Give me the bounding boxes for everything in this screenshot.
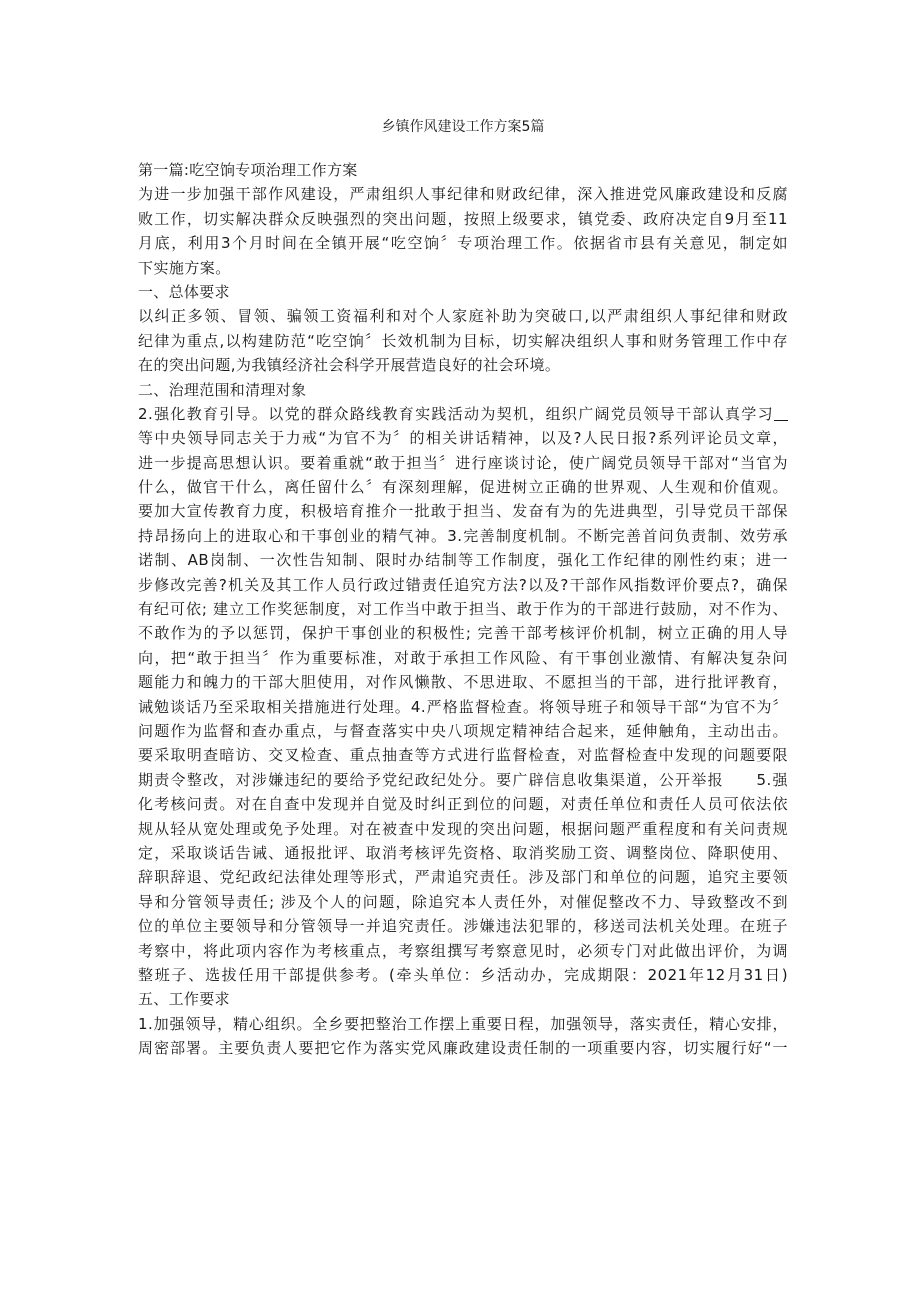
paragraph-line [138,865,788,889]
line-text: 期责令整改，对涉嫌违纪的要给予党纪政纪处分。要广辟信息收集渠道，公开举报 5.强 [138,770,788,789]
paragraph-line [138,621,788,645]
line-text: 辞职辞退、党纪政纪法律处理等形式，严肃追究责任。涉及部门和单位的问题，追究主要领 [138,868,788,887]
paragraph-line [138,475,788,499]
line-text: 要加大宣传教育力度，积极培育推介一批敢于担当、发奋有为的先进典型，引导党员干部保 [138,502,788,521]
paragraph-line [138,841,788,865]
line-text: 持昂扬向上的进取心和干事创业的精气神。3.完善制度机制。不断完善首问负责制、效劳承 [138,526,788,545]
line-text: 考察中，将此项内容作为考核重点，考察组撰写考察意见时，必须专门对此做出评价，为调 [138,941,788,960]
paragraph-line [138,548,788,572]
paragraph-line [138,207,788,231]
paragraph-line [138,402,788,426]
paragraph-line [138,597,788,621]
paragraph-line [138,231,788,255]
blank-underline [774,406,788,421]
paragraph-line [138,182,788,206]
paragraph-line [138,939,788,963]
paragraph-line [138,353,788,377]
paragraph-line [138,1012,788,1036]
paragraph-line [138,963,788,987]
line-text: 步修改完善?机关及其工作人员行政过错责任追究方法?以及?干部作风指数评价要点?，确保 [138,575,788,594]
line-text: 规从轻从宽处理或免予处理。对在被查中发现的突出问题，根据问题严重程度和有关问责规 [138,819,788,838]
paragraph-line [138,890,788,914]
paragraph-line [138,304,788,328]
line-text: 下实施方案。 [138,258,231,277]
line-text: 位的单位主要领导和分管领导一并追究责任。涉嫌违法犯罪的，移送司法机关处理。在班子 [138,917,788,936]
line-text: 1.加强领导，精心组织。全乡要把整治工作摆上重要日程，加强领导，落实责任，精心安排， [138,1014,788,1033]
line-text: 周密部署。主要负责人要把它作为落实党风廉政建设责任制的一项重要内容，切实履行好“一 [138,1039,788,1058]
line-text: 二、治理范围和清理对象 [138,380,307,399]
section-heading [138,987,788,1011]
section-heading [138,158,788,182]
line-text: 为进一步加强干部作风建设，严肃组织人事纪律和财政纪律，深入推进党风廉政建设和反腐 [138,185,788,204]
paragraph-line [138,646,788,670]
line-text: 以纠正多领、冒领、骗领工资福利和对个人家庭补助为突破口,以严肃组织人事纪律和财政 [138,307,788,326]
line-text: 不敢作为的予以惩罚，保护干事创业的积极性; 完善干部考核评价机制，树立正确的用人导 [138,624,788,643]
paragraph-line [138,426,788,450]
line-text: 向，把“敢于担当〞作为重要标准，对敢于承担工作风险、有干事创业激情、有解决复杂问 [138,648,788,667]
line-text: 纪律为重点,以构建防范“吃空饷〞长效机制为目标，切实解决组织人事和财务管理工作中存 [138,331,788,350]
line-text: 月底，利用3个月时间在全镇开展“吃空饷〞专项治理工作。依据省市县有关意见，制定如 [138,234,788,253]
line-text: 2.强化教育引导。以党的群众路线教育实践活动为契机，组织广阔党员领导干部认真学习 [138,404,774,423]
document-body [138,158,788,1060]
line-text: 整班子、选拔任用干部提供参考。(牵头单位：乡活动办，完成期限：2021年12月31日) [138,965,788,984]
line-text: 等中央领导同志关于力戒“为官不为〞的相关讲话精神，以及?人民日报?系列评论员文章， [138,429,788,448]
paragraph-line [138,670,788,694]
section-heading [138,280,788,304]
line-text: 在的突出问题,为我镇经济社会科学开展营造良好的社会环境。 [138,356,561,375]
line-text: 第一篇:吃空饷专项治理工作方案 [138,161,358,179]
line-text: 题能力和魄力的干部大胆使用，对作风懒散、不思进取、不愿担当的干部，进行批评教育， [138,673,788,692]
line-text: 五、工作要求 [138,990,230,1009]
paragraph-line [138,817,788,841]
line-text: 进一步提高思想认识。要着重就“敢于担当〞进行座谈讨论，使广阔党员领导干部对“当官为 [138,453,788,472]
paragraph-line [138,792,788,816]
line-text: 诺制、AB岗制、一次性告知制、限时办结制等工作制度，强化工作纪律的刚性约束；进一 [138,551,788,570]
paragraph-line [138,695,788,719]
paragraph-line [138,329,788,353]
line-text: 有纪可依; 建立工作奖惩制度，对工作当中敢于担当、敢于作为的干部进行鼓励，对不作为、 [138,600,788,619]
line-text: 问题作为监督和查办重点，与督查落实中央八项规定精神结合起来，延伸触角，主动出击。 [138,721,788,740]
line-text: 诫勉谈话乃至采取相关措施进行处理。4.严格监督检查。将领导班子和领导干部“为官不为〞 [138,697,788,716]
paragraph-line [138,451,788,475]
paragraph-line [138,499,788,523]
line-text: 化考核问责。对在自查中发现并自觉及时纠正到位的问题，对责任单位和责任人员可依法依 [138,795,788,814]
paragraph-line [138,719,788,743]
paragraph-line [138,256,788,280]
paragraph-line [138,524,788,548]
line-text: 一、总体要求 [138,282,230,301]
paragraph-line [138,1036,788,1060]
line-text: 导和分管领导责任; 涉及个人的问题，除追究本人责任外，对催促整改不力、导致整改不到 [138,892,788,911]
line-text: 什么，做官干什么，离任留什么〞有深刻理解，促进树立正确的世界观、人生观和价值观。 [138,478,788,497]
paragraph-line [138,914,788,938]
line-text: 定，采取谈话告诫、通报批评、取消考核评先资格、取消奖励工资、调整岗位、降职使用、 [138,843,788,862]
line-text: 败工作，切实解决群众反映强烈的突出问题，按照上级要求，镇党委、政府决定自9月至11 [138,209,788,228]
line-text: 要采取明查暗访、交叉检查、重点抽查等方式进行监督检查，对监督检查中发现的问题要限 [138,746,788,765]
document-title: 乡镇作风建设工作方案5篇 [381,119,545,135]
paragraph-line [138,743,788,767]
paragraph-line [138,768,788,792]
section-heading [138,378,788,402]
paragraph-line [138,573,788,597]
